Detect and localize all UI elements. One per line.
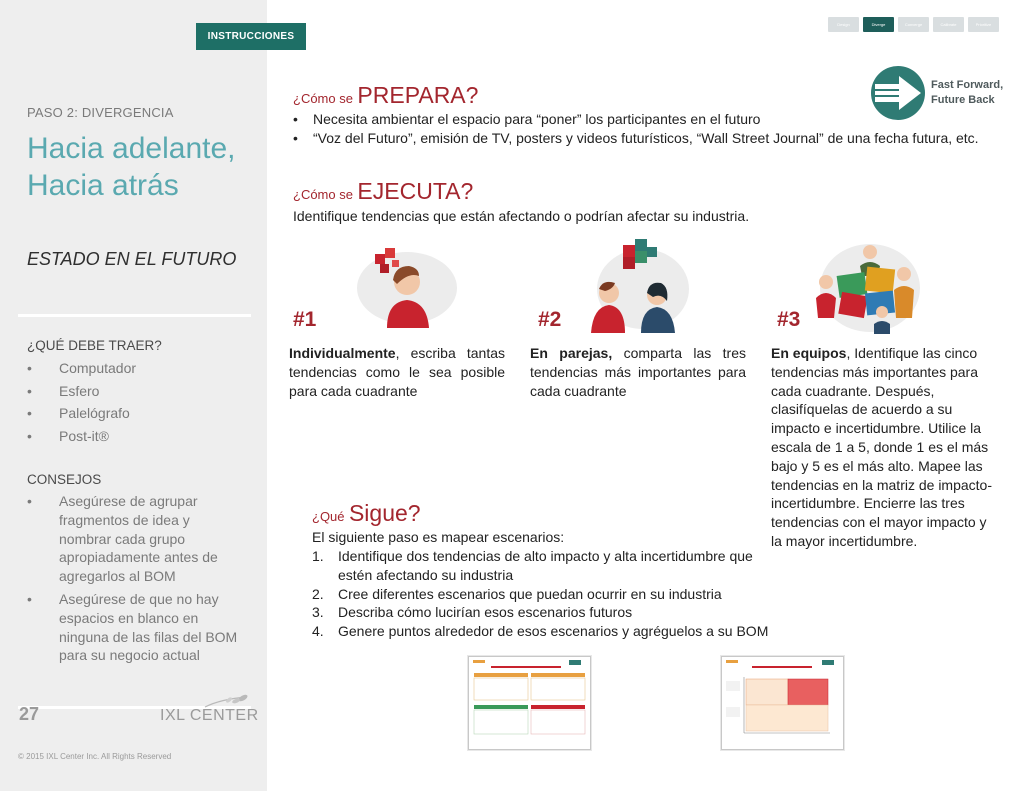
list-item: • Post-it® (27, 425, 136, 448)
list-item: • Esfero (27, 380, 136, 403)
tips-list (27, 492, 242, 669)
trends-worksheet-thumbnail[interactable] (468, 656, 591, 750)
team-puzzle-illustration (812, 238, 922, 334)
item-text: Describa cómo lucirían esos escenarios futuros (338, 604, 633, 621)
list-item: • Computador (27, 357, 136, 380)
list-item: • Asegúrese de agrupar fragmentos de idea y nombrar cada grupo apropiadamente antes de agregarlos al BOM (27, 492, 242, 586)
title-line-2: Hacia atrás (27, 169, 179, 202)
step-label: PASO 2: DIVERGENCIA (27, 105, 174, 120)
list-item: • Asegúrese de que no hay espacios en blanco en ninguna de las filas del BOM para su negocio actual (27, 590, 242, 665)
step-3-rest: , Identifique las cinco tendencias más importantes para cada cuadrante. Después, clasifíquelas de acuerdo a su impacto e incertidumbre. Utilice la escala de 1 a 5, donde 1 es el más bajo y 5 es el más alto. Mapee las tendencias en la matriz de impacto-incertidumbre. Encierre las tres tendencias con el mayor impacto y la mayor incertidumbre. (771, 345, 992, 549)
step-1-rest: , escriba tantas tendencias como le sea posible para cada cuadrante (289, 345, 505, 399)
next-word: Sigue? (348, 500, 421, 526)
execute-text: Identifique tendencias que están afectando o podrían afectar su industria. (293, 208, 750, 224)
logo-line-2: Future Back (931, 94, 995, 106)
phase-tabs (828, 17, 999, 32)
step-3-number: #3 (777, 308, 801, 331)
tab-converge[interactable]: Converge (898, 17, 929, 32)
list-item: • “Voz del Futuro”, emisión de TV, posters y videos futurísticos, “Wall Street Journal” de una fecha futura, etc. (293, 129, 983, 148)
step-2-text (530, 344, 746, 400)
list-item (312, 622, 772, 641)
next-prefix: ¿Qué (312, 509, 345, 524)
item-number: 3. (312, 604, 324, 621)
step-1-bold: Individualmente (289, 345, 396, 361)
logo-line-1: Fast Forward, (931, 79, 1004, 91)
next-heading (312, 500, 421, 527)
list-item (312, 585, 772, 604)
logo-text (931, 78, 1003, 108)
step-2-rest: comparta las tres tendencias más importantes para cada cuadrante (530, 345, 747, 399)
tips-heading: CONSEJOS (27, 472, 102, 487)
item-number: 1. (312, 548, 324, 564)
list-item (312, 547, 772, 585)
step-2-bold: En parejas, (530, 345, 613, 361)
title-line-1: Hacia adelante, (27, 132, 236, 165)
sidebar (0, 0, 267, 791)
page-title (27, 130, 235, 204)
prepare-heading (293, 82, 478, 109)
next-steps-list (312, 547, 772, 641)
bring-heading: ¿QUÉ DEBE TRAER? (27, 338, 162, 353)
prepare-word: PREPARA? (357, 82, 479, 108)
tab-calibrate[interactable]: Calibrate (933, 17, 964, 32)
impact-matrix-thumbnail[interactable] (721, 656, 844, 750)
step-2-number: #2 (538, 308, 562, 331)
item-text: Cree diferentes escenarios que puedan ocurrir en su industria (338, 585, 722, 602)
item-text: Identifique dos tendencias de alto impacto y alta incertidumbre que estén afectando su industria (338, 548, 753, 583)
tab-diverge[interactable]: Diverge (863, 17, 894, 32)
tab-prioritize[interactable]: Prioritize (968, 17, 999, 32)
item-number: 4. (312, 623, 324, 640)
copyright: © 2015 IXL Center Inc. All Rights Reserved (18, 752, 172, 761)
brand-logo: IXL CENTER (160, 707, 259, 724)
prepare-list (293, 110, 983, 148)
list-item: • Palelógrafo (27, 402, 136, 425)
execute-word: EJECUTA? (357, 178, 474, 204)
divider (18, 314, 251, 317)
page-subtitle: ESTADO EN EL FUTURO (27, 249, 237, 269)
item-text: Genere puntos alrededor de esos escenarios y agréguelos a su BOM (338, 623, 769, 640)
bring-list (27, 357, 136, 447)
prepare-prefix: ¿Cómo se (293, 91, 353, 106)
instructions-badge[interactable]: INSTRUCCIONES (196, 23, 306, 50)
pairs-discussion-illustration (583, 237, 693, 333)
next-intro: El siguiente paso es mapear escenarios: (312, 529, 565, 545)
page-number: 27 (19, 704, 40, 724)
impact-matrix-image (722, 657, 843, 749)
list-item (312, 603, 772, 622)
tab-design[interactable]: Design (828, 17, 859, 32)
step-3-text (771, 344, 993, 551)
list-item: • Necesita ambientar el espacio para “poner” los participantes en el futuro (293, 110, 983, 129)
execute-heading (293, 178, 473, 205)
execute-prefix: ¿Cómo se (293, 187, 353, 202)
trends-worksheet-image (469, 657, 590, 749)
step-1-number: #1 (293, 308, 317, 331)
step-3-bold: En equipos (771, 345, 847, 361)
individual-thinking-illustration (335, 244, 460, 328)
item-number: 2. (312, 585, 324, 602)
step-1-text (289, 344, 505, 400)
